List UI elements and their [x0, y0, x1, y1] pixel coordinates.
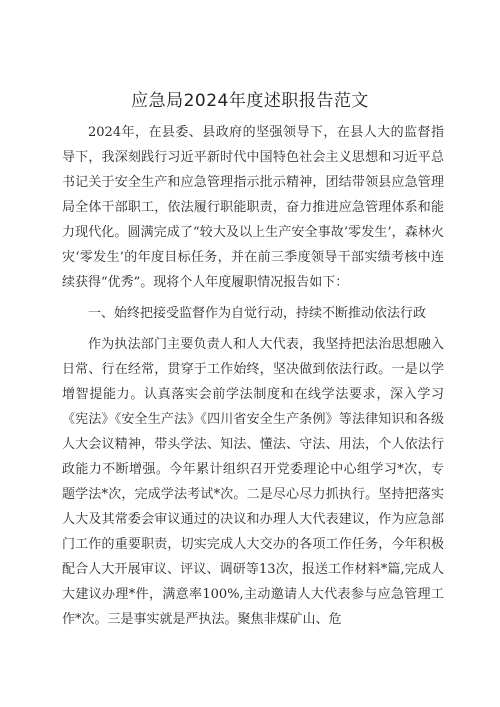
document-body	[62, 120, 444, 632]
section-paragraph: 作为执法部门主要负责人和人大代表，我坚持把法治思想融入日常、行在经常，贯穿于工作始终，坚决做到依法行政。一是以学增智提能力。认真落实会前学法制度和在线学法要求，深入学习《宪法》《安全生产法》《四川省安全生产条例》等法律知识和各级人大会议精神，带头学法、知法、懂法、守法、用法，个人依法行政能力不断增强。今年累计组织召开党委理论中心组学习*次，专题学法*次，完成学法考试*次。二是尽心尽力抓执行。坚持把落实人大及其常委会审议通过的决议和办理人大代表建议，作为应急部门工作的重要职责，切实完成人大交办的各项工作任务，今年积极配合人大开展审议、评议、调研等13次，报送工作材料*篇,完成人大建议办理*件，满意率100%,主动邀请人大代表参与应急管理工作*次。三是事实就是严执法。聚焦非煤矿山、危	[62, 337, 444, 627]
section-heading: 一、始终把接受监督作为自觉行动，持续不断推动依法行政	[88, 306, 427, 321]
intro-paragraph: 2024年，在县委、县政府的坚强领导下，在县人大的监督指导下，我深刻践行习近平新时代中国特色社会主义思想和习近平总书记关于安全生产和应急管理指示批示精神，团结带领县应急管理局全体干部职工，依法履行职能职责，奋力推进应急管理体系和能力现代化。圆满完成了“较大及以上生产安全事故’零发生’，森林火灾‘零发生’的年度目标任务，并在前三季度领导干部实绩考核中连续获得“优秀”。现将个人年度履职情况报告如下：	[62, 125, 444, 290]
document-title: 应急局2024年度述职报告范文	[131, 91, 369, 111]
